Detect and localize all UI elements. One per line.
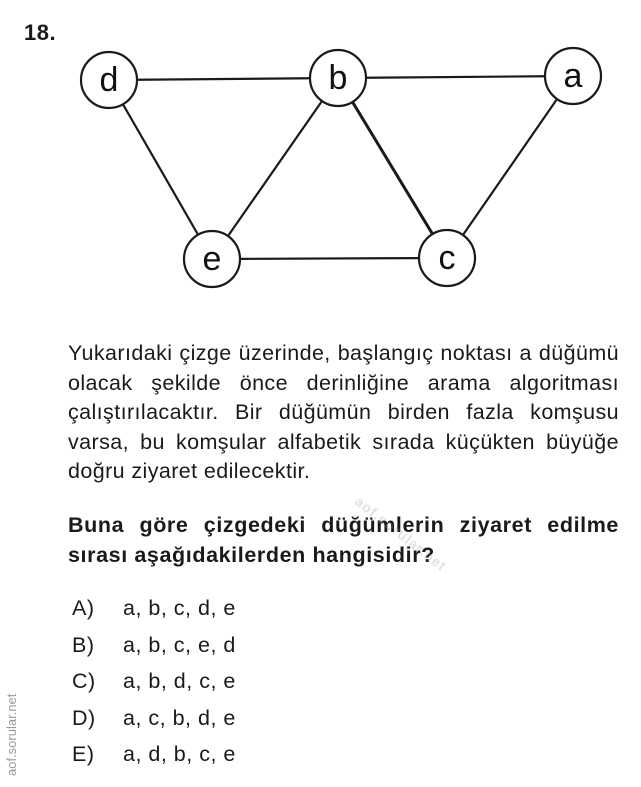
edge-b-e: [228, 101, 322, 236]
option-a[interactable]: [72, 590, 236, 627]
node-label: d: [99, 61, 119, 99]
option-b[interactable]: [72, 627, 236, 664]
node-d: [81, 52, 137, 108]
option-letter: E): [72, 742, 95, 766]
edge-d-e: [123, 104, 198, 234]
edge-d-b: [137, 78, 310, 80]
question-stem: Yukarıdaki çizge üzerinde, başlangıç noktası a düğümü olacak şekilde önce derinliğine arama algoritması çalıştırılacaktır. Bir düğümün birden fazla komşusu varsa, bu komşular alfabetik sırada küçükten büyüğe doğru ziyaret edilecektir.: [68, 341, 619, 483]
edge-a-c: [463, 99, 557, 235]
option-text: a, b, d, c, e: [123, 669, 236, 693]
node-c: [419, 230, 475, 286]
node-label: e: [202, 240, 222, 278]
center-watermark: aof.sorular.net: [352, 493, 450, 575]
option-letter: A): [72, 596, 95, 620]
graph-diagram: [0, 0, 641, 300]
option-text: a, c, b, d, e: [123, 705, 236, 730]
option-letter: C): [72, 669, 96, 693]
option-letter: B): [72, 632, 95, 657]
edge-b-a: [366, 76, 545, 78]
answer-options: [72, 590, 236, 773]
option-text: a, d, b, c, e: [123, 742, 236, 766]
edge-b-c: [353, 102, 433, 234]
option-text: a, b, c, d, e: [123, 596, 236, 620]
node-a: [545, 48, 601, 104]
node-label: a: [563, 57, 583, 95]
option-d[interactable]: [72, 700, 236, 737]
question-number: 18.: [24, 20, 57, 45]
option-letter: D): [72, 705, 96, 730]
node-label: b: [328, 59, 348, 97]
node-label: c: [438, 239, 456, 277]
option-c[interactable]: [72, 663, 236, 700]
question-prompt: Buna göre çizgedeki düğümlerin ziyaret edilme sırası aşağıdakilerden hangisidir?: [68, 513, 619, 567]
option-e[interactable]: [72, 736, 236, 773]
node-e: [184, 231, 240, 287]
node-b: [310, 50, 366, 106]
option-text: a, b, c, e, d: [123, 632, 236, 657]
edge-e-c: [240, 258, 419, 259]
side-watermark: aof.sorular.net: [4, 693, 19, 776]
